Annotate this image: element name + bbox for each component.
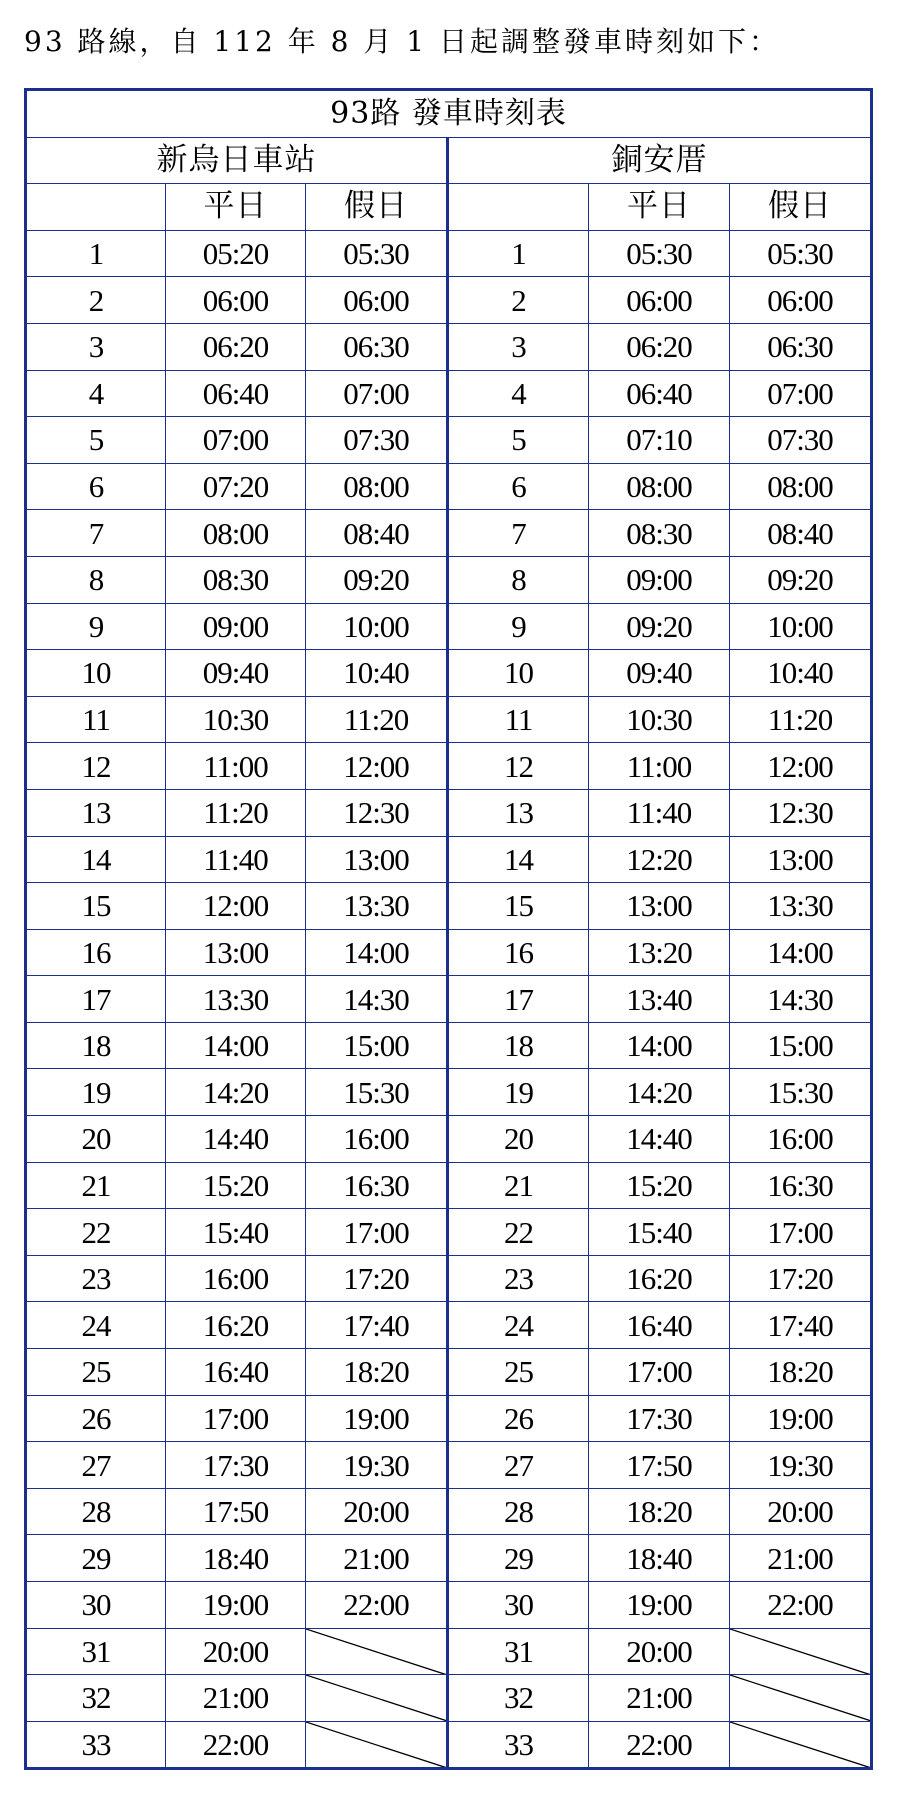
trip-number: 3: [26, 323, 166, 370]
trip-number: 20: [448, 1116, 589, 1163]
trip-number: 17: [26, 976, 166, 1023]
table-row: [26, 836, 872, 883]
trip-number: 2: [26, 277, 166, 324]
holiday-time: 20:00: [730, 1488, 872, 1535]
trip-number: 19: [448, 1069, 589, 1116]
trip-number: 12: [26, 743, 166, 790]
trip-number: 23: [26, 1255, 166, 1302]
trip-number: 4: [448, 370, 589, 417]
holiday-time: 10:00: [306, 603, 448, 650]
holiday-time: 10:40: [730, 650, 872, 697]
weekday-time: 13:40: [589, 976, 730, 1023]
holiday-time: 15:30: [306, 1069, 448, 1116]
table-row: [26, 696, 872, 743]
weekday-time: 05:20: [166, 230, 306, 277]
trip-number: 28: [448, 1488, 589, 1535]
trip-number: 27: [448, 1442, 589, 1489]
trip-number: 10: [26, 650, 166, 697]
holiday-time: 14:00: [730, 929, 872, 976]
weekday-time: 20:00: [166, 1628, 306, 1675]
holiday-time: 22:00: [306, 1582, 448, 1629]
weekday-time: 05:30: [589, 230, 730, 277]
trip-number: 6: [26, 463, 166, 510]
holiday-time: 14:30: [306, 976, 448, 1023]
table-row: [26, 1302, 872, 1349]
table-row: [26, 1675, 872, 1722]
trip-number: 14: [448, 836, 589, 883]
table-row: [26, 883, 872, 930]
table-row: [26, 510, 872, 557]
weekday-time: 12:00: [166, 883, 306, 930]
trip-number: 29: [26, 1535, 166, 1582]
holiday-time: 06:30: [306, 323, 448, 370]
holiday-time: 15:00: [306, 1022, 448, 1069]
holiday-time: 05:30: [306, 230, 448, 277]
holiday-time: 08:00: [730, 463, 872, 510]
weekday-time: 17:30: [166, 1442, 306, 1489]
weekday-time: 12:20: [589, 836, 730, 883]
trip-number: 33: [448, 1721, 589, 1769]
table-row: [26, 370, 872, 417]
table-row: [26, 1395, 872, 1442]
weekday-time: 16:40: [166, 1349, 306, 1396]
weekday-time: 21:00: [166, 1675, 306, 1722]
holiday-time: 08:00: [306, 463, 448, 510]
diagonal-slash-icon: [730, 1675, 870, 1721]
trip-number: 1: [26, 230, 166, 277]
table-row: [26, 230, 872, 277]
trip-number: 27: [26, 1442, 166, 1489]
table-row: [26, 323, 872, 370]
weekday-time: 11:40: [589, 789, 730, 836]
column-header-index: [26, 184, 166, 231]
weekday-time: 06:40: [589, 370, 730, 417]
weekday-time: 16:00: [166, 1255, 306, 1302]
table-row: [26, 603, 872, 650]
weekday-time: 19:00: [589, 1582, 730, 1629]
weekday-time: 06:20: [589, 323, 730, 370]
trip-number: 24: [26, 1302, 166, 1349]
trip-number: 30: [448, 1582, 589, 1629]
weekday-time: 21:00: [589, 1675, 730, 1722]
table-row: [26, 417, 872, 464]
weekday-time: 18:20: [589, 1488, 730, 1535]
trip-number: 20: [26, 1116, 166, 1163]
holiday-time: 15:30: [730, 1069, 872, 1116]
holiday-time: 17:40: [306, 1302, 448, 1349]
station-header-left: 新烏日車站: [26, 137, 448, 184]
trip-number: 11: [26, 696, 166, 743]
weekday-time: 10:30: [166, 696, 306, 743]
weekday-time: 19:00: [166, 1582, 306, 1629]
trip-number: 9: [448, 603, 589, 650]
table-row: [26, 1349, 872, 1396]
title-row: [26, 90, 872, 138]
holiday-time: 07:00: [730, 370, 872, 417]
trip-number: 29: [448, 1535, 589, 1582]
no-service-cell: [306, 1721, 448, 1769]
weekday-time: 17:00: [589, 1349, 730, 1396]
weekday-time: 07:20: [166, 463, 306, 510]
no-service-cell: [730, 1721, 872, 1769]
weekday-time: 15:40: [589, 1209, 730, 1256]
holiday-time: 14:00: [306, 929, 448, 976]
trip-number: 9: [26, 603, 166, 650]
holiday-time: 09:20: [730, 556, 872, 603]
trip-number: 14: [26, 836, 166, 883]
weekday-time: 13:30: [166, 976, 306, 1023]
trip-number: 5: [26, 417, 166, 464]
table-row: [26, 1442, 872, 1489]
trip-number: 33: [26, 1721, 166, 1769]
holiday-time: 06:30: [730, 323, 872, 370]
holiday-time: 06:00: [306, 277, 448, 324]
holiday-time: 06:00: [730, 277, 872, 324]
holiday-time: 13:00: [730, 836, 872, 883]
weekday-time: 14:40: [166, 1116, 306, 1163]
weekday-time: 08:00: [166, 510, 306, 557]
holiday-time: 05:30: [730, 230, 872, 277]
holiday-time: 17:00: [730, 1209, 872, 1256]
weekday-time: 13:00: [589, 883, 730, 930]
column-header-row: [26, 184, 872, 231]
trip-number: 7: [26, 510, 166, 557]
column-header-weekday: 平日: [166, 184, 306, 231]
table-row: [26, 929, 872, 976]
weekday-time: 17:50: [166, 1488, 306, 1535]
weekday-time: 09:40: [166, 650, 306, 697]
holiday-time: 13:30: [306, 883, 448, 930]
weekday-time: 20:00: [589, 1628, 730, 1675]
diagonal-slash-icon: [306, 1722, 446, 1768]
weekday-time: 06:00: [589, 277, 730, 324]
no-service-cell: [730, 1628, 872, 1675]
trip-number: 30: [26, 1582, 166, 1629]
holiday-time: 17:40: [730, 1302, 872, 1349]
table-row: [26, 1162, 872, 1209]
holiday-time: 13:00: [306, 836, 448, 883]
table-title: 93路 發車時刻表: [26, 90, 872, 138]
holiday-time: 12:00: [730, 743, 872, 790]
weekday-time: 15:40: [166, 1209, 306, 1256]
trip-number: 5: [448, 417, 589, 464]
trip-number: 19: [26, 1069, 166, 1116]
holiday-time: 22:00: [730, 1582, 872, 1629]
weekday-time: 18:40: [589, 1535, 730, 1582]
table-row: [26, 1069, 872, 1116]
trip-number: 16: [448, 929, 589, 976]
table-row: [26, 556, 872, 603]
holiday-time: 18:20: [730, 1349, 872, 1396]
weekday-time: 14:40: [589, 1116, 730, 1163]
table-row: [26, 1582, 872, 1629]
timetable-body: [26, 230, 872, 1769]
trip-number: 15: [26, 883, 166, 930]
weekday-time: 09:20: [589, 603, 730, 650]
weekday-time: 08:30: [589, 510, 730, 557]
holiday-time: 10:40: [306, 650, 448, 697]
holiday-time: 08:40: [730, 510, 872, 557]
trip-number: 15: [448, 883, 589, 930]
trip-number: 6: [448, 463, 589, 510]
weekday-time: 07:00: [166, 417, 306, 464]
holiday-time: 19:30: [306, 1442, 448, 1489]
weekday-time: 17:50: [589, 1442, 730, 1489]
trip-number: 18: [26, 1022, 166, 1069]
weekday-time: 15:20: [166, 1162, 306, 1209]
table-row: [26, 1255, 872, 1302]
column-header-index: [448, 184, 589, 231]
weekday-time: 08:00: [589, 463, 730, 510]
holiday-time: 19:00: [730, 1395, 872, 1442]
column-header-weekday: 平日: [589, 184, 730, 231]
trip-number: 32: [26, 1675, 166, 1722]
weekday-time: 08:30: [166, 556, 306, 603]
diagonal-slash-icon: [730, 1722, 870, 1768]
holiday-time: 07:00: [306, 370, 448, 417]
holiday-time: 19:30: [730, 1442, 872, 1489]
no-service-cell: [306, 1675, 448, 1722]
holiday-time: 21:00: [306, 1535, 448, 1582]
trip-number: 8: [448, 556, 589, 603]
trip-number: 26: [26, 1395, 166, 1442]
trip-number: 23: [448, 1255, 589, 1302]
weekday-time: 14:00: [166, 1022, 306, 1069]
holiday-time: 17:20: [306, 1255, 448, 1302]
weekday-time: 06:20: [166, 323, 306, 370]
diagonal-slash-icon: [306, 1629, 446, 1675]
no-service-cell: [306, 1628, 448, 1675]
holiday-time: 11:20: [306, 696, 448, 743]
holiday-time: 09:20: [306, 556, 448, 603]
trip-number: 32: [448, 1675, 589, 1722]
weekday-time: 11:00: [166, 743, 306, 790]
trip-number: 25: [26, 1349, 166, 1396]
trip-number: 17: [448, 976, 589, 1023]
weekday-time: 09:00: [166, 603, 306, 650]
holiday-time: 21:00: [730, 1535, 872, 1582]
weekday-time: 11:00: [589, 743, 730, 790]
weekday-time: 06:00: [166, 277, 306, 324]
trip-number: 8: [26, 556, 166, 603]
weekday-time: 11:40: [166, 836, 306, 883]
trip-number: 16: [26, 929, 166, 976]
weekday-time: 18:40: [166, 1535, 306, 1582]
holiday-time: 12:30: [730, 789, 872, 836]
holiday-time: 16:00: [306, 1116, 448, 1163]
trip-number: 24: [448, 1302, 589, 1349]
weekday-time: 13:00: [166, 929, 306, 976]
trip-number: 10: [448, 650, 589, 697]
table-row: [26, 277, 872, 324]
trip-number: 18: [448, 1022, 589, 1069]
table-row: [26, 1628, 872, 1675]
holiday-time: 16:30: [306, 1162, 448, 1209]
table-row: [26, 976, 872, 1023]
holiday-time: 10:00: [730, 603, 872, 650]
weekday-time: 09:40: [589, 650, 730, 697]
table-row: [26, 743, 872, 790]
trip-number: 3: [448, 323, 589, 370]
table-row: [26, 1488, 872, 1535]
weekday-time: 17:00: [166, 1395, 306, 1442]
trip-number: 2: [448, 277, 589, 324]
holiday-time: 12:00: [306, 743, 448, 790]
trip-number: 25: [448, 1349, 589, 1396]
holiday-time: 12:30: [306, 789, 448, 836]
trip-number: 7: [448, 510, 589, 557]
table-row: [26, 1209, 872, 1256]
station-header-right: 銅安厝: [448, 137, 872, 184]
holiday-time: 18:20: [306, 1349, 448, 1396]
trip-number: 28: [26, 1488, 166, 1535]
holiday-time: 14:30: [730, 976, 872, 1023]
trip-number: 12: [448, 743, 589, 790]
weekday-time: 14:20: [589, 1069, 730, 1116]
holiday-time: 17:20: [730, 1255, 872, 1302]
trip-number: 21: [448, 1162, 589, 1209]
holiday-time: 13:30: [730, 883, 872, 930]
trip-number: 22: [26, 1209, 166, 1256]
trip-number: 1: [448, 230, 589, 277]
table-row: [26, 463, 872, 510]
holiday-time: 16:00: [730, 1116, 872, 1163]
holiday-time: 20:00: [306, 1488, 448, 1535]
holiday-time: 17:00: [306, 1209, 448, 1256]
weekday-time: 17:30: [589, 1395, 730, 1442]
weekday-time: 06:40: [166, 370, 306, 417]
weekday-time: 14:00: [589, 1022, 730, 1069]
table-row: [26, 1022, 872, 1069]
holiday-time: 19:00: [306, 1395, 448, 1442]
trip-number: 4: [26, 370, 166, 417]
trip-number: 11: [448, 696, 589, 743]
trip-number: 13: [448, 789, 589, 836]
weekday-time: 07:10: [589, 417, 730, 464]
trip-number: 22: [448, 1209, 589, 1256]
trip-number: 26: [448, 1395, 589, 1442]
no-service-cell: [730, 1675, 872, 1722]
weekday-time: 22:00: [589, 1721, 730, 1769]
trip-number: 31: [26, 1628, 166, 1675]
weekday-time: 13:20: [589, 929, 730, 976]
table-row: [26, 1535, 872, 1582]
diagonal-slash-icon: [730, 1629, 870, 1675]
diagonal-slash-icon: [306, 1675, 446, 1721]
holiday-time: 08:40: [306, 510, 448, 557]
table-row: [26, 789, 872, 836]
table-row: [26, 1721, 872, 1769]
weekday-time: 10:30: [589, 696, 730, 743]
weekday-time: 14:20: [166, 1069, 306, 1116]
holiday-time: 07:30: [306, 417, 448, 464]
column-header-holiday: 假日: [306, 184, 448, 231]
weekday-time: 09:00: [589, 556, 730, 603]
weekday-time: 16:40: [589, 1302, 730, 1349]
holiday-time: 15:00: [730, 1022, 872, 1069]
trip-number: 13: [26, 789, 166, 836]
table-row: [26, 650, 872, 697]
weekday-time: 16:20: [589, 1255, 730, 1302]
holiday-time: 16:30: [730, 1162, 872, 1209]
holiday-time: 07:30: [730, 417, 872, 464]
timetable: [24, 88, 873, 1770]
table-row: [26, 1116, 872, 1163]
route-notice: 93 路線，自 112 年 8 月 1 日起調整發車時刻如下：: [24, 25, 781, 58]
trip-number: 21: [26, 1162, 166, 1209]
weekday-time: 11:20: [166, 789, 306, 836]
trip-number: 31: [448, 1628, 589, 1675]
holiday-time: 11:20: [730, 696, 872, 743]
weekday-time: 16:20: [166, 1302, 306, 1349]
weekday-time: 22:00: [166, 1721, 306, 1769]
station-row: [26, 137, 872, 184]
column-header-holiday: 假日: [730, 184, 872, 231]
weekday-time: 15:20: [589, 1162, 730, 1209]
